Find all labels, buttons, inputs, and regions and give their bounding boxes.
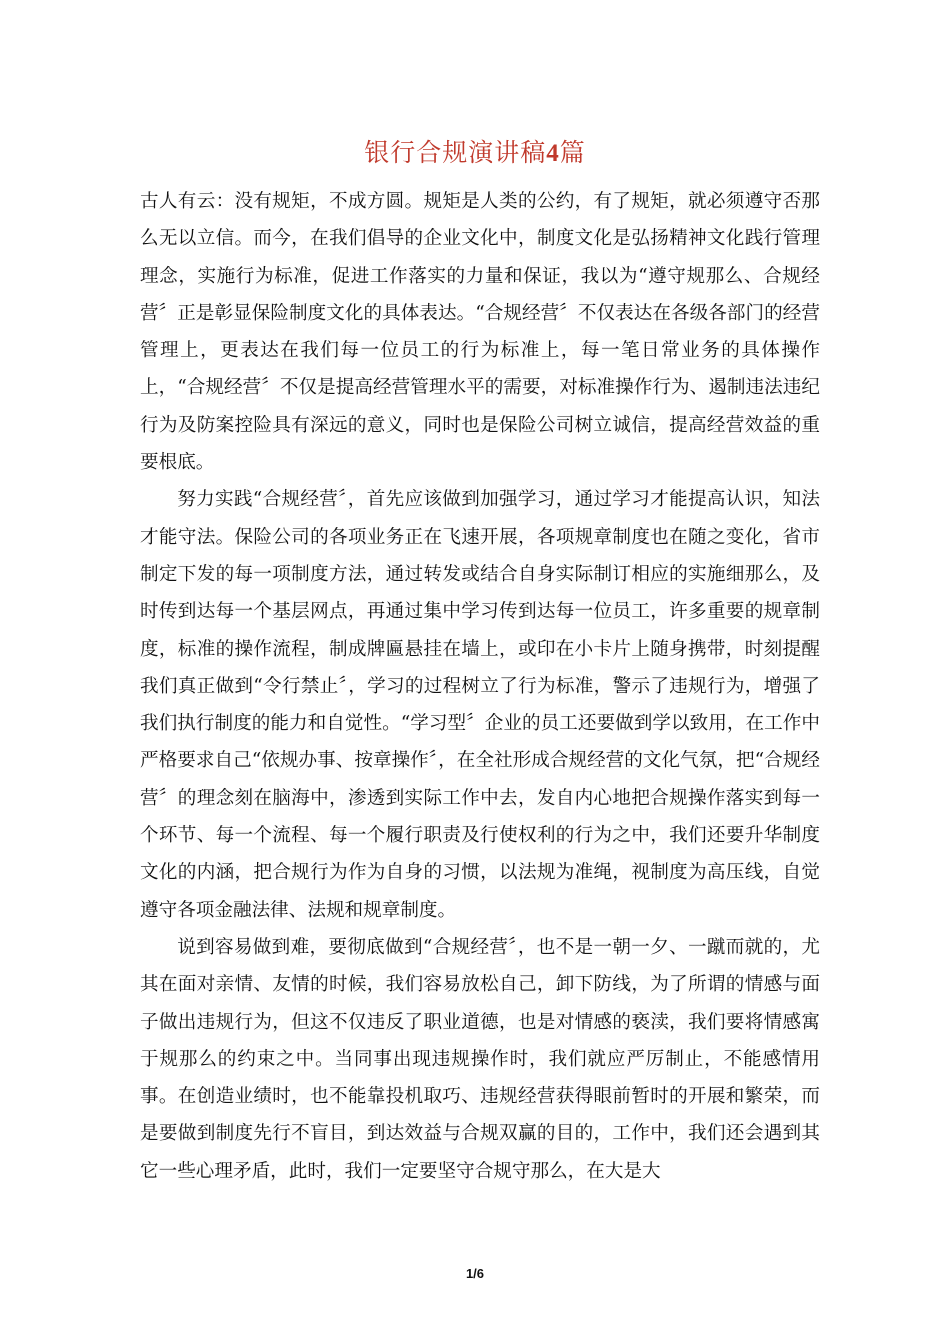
title-suffix: 篇	[559, 138, 586, 167]
paragraph-2: 努力实践“合规经营〞，首先应该做到加强学习，通过学习才能提高认识，知法才能守法。保险公司的各项业务正在飞速开展，各项规章制度也在随之变化，省市制定下发的每一项制度方法，通过转发或结合自身实际制订相应的实施细那么，及时传到达每一个基层网点，再通过集中学习传到达每一位员工，许多重要的规章制度，标准的操作流程，制成牌匾悬挂在墙上，或印在小卡片上随身携带，时刻提醒我们真正做到“令行禁止〞，学习的过程树立了行为标准，警示了违规行为，增强了我们执行制度的能力和自觉性。“学习型〞企业的员工还要做到学以致用，在工作中严格要求自己“依规办事、按章操作〞，在全社形成合规经营的文化气氛，把“合规经营〞的理念刻在脑海中，渗透到实际工作中去，发自内心地把合规操作落实到每一个环节、每一个流程、每一个履行职责及行使权利的行为之中，我们还要升华制度文化的内涵，把合规行为作为自身的习惯，以法规为准绳，视制度为高压线，自觉遵守各项金融法律、法规和规章制度。	[140, 489, 820, 921]
title-prefix: 银行合规演讲稿	[364, 138, 547, 167]
document-title	[0, 136, 950, 171]
document-body	[140, 183, 820, 1190]
paragraph-1: 古人有云：没有规矩，不成方圆。规矩是人类的公约，有了规矩，就必须遵守否那么无以立信。而今，在我们倡导的企业文化中，制度文化是弘扬精神文化践行管理理念，实施行为标准，促进工作落实的力量和保证，我以为“遵守规那么、合规经营〞正是彰显保险制度文化的具体表达。“合规经营〞不仅表达在各级各部门的经营管理上，更表达在我们每一位员工的行为标准上，每一笔日常业务的具体操作上，“合规经营〞不仅是提高经营管理水平的需要，对标准操作行为、遏制违法违纪行为及防案控险具有深远的意义，同时也是保险公司树立诚信，提高经营效益的重要根底。	[140, 191, 820, 474]
title-number: 4	[546, 140, 560, 167]
paragraph-3: 说到容易做到难，要彻底做到“合规经营〞，也不是一朝一夕、一蹴而就的，尤其在面对亲情、友情的时候，我们容易放松自己，卸下防线，为了所谓的情感与面子做出违规行为，但这不仅违反了职业道德，也是对情感的亵渎，我们要将情感寓于规那么的约束之中。当同事出现违规操作时，我们就应严厉制止，不能感情用事。在创造业绩时，也不能靠投机取巧、违规经营获得眼前暂时的开展和繁荣，而是要做到制度先行不盲目，到达效益与合规双赢的目的，工作中，我们还会遇到其它一些心理矛盾，此时，我们一定要坚守合规守那么，在大是大	[140, 936, 820, 1182]
page-number: 1/6	[465, 1266, 485, 1281]
